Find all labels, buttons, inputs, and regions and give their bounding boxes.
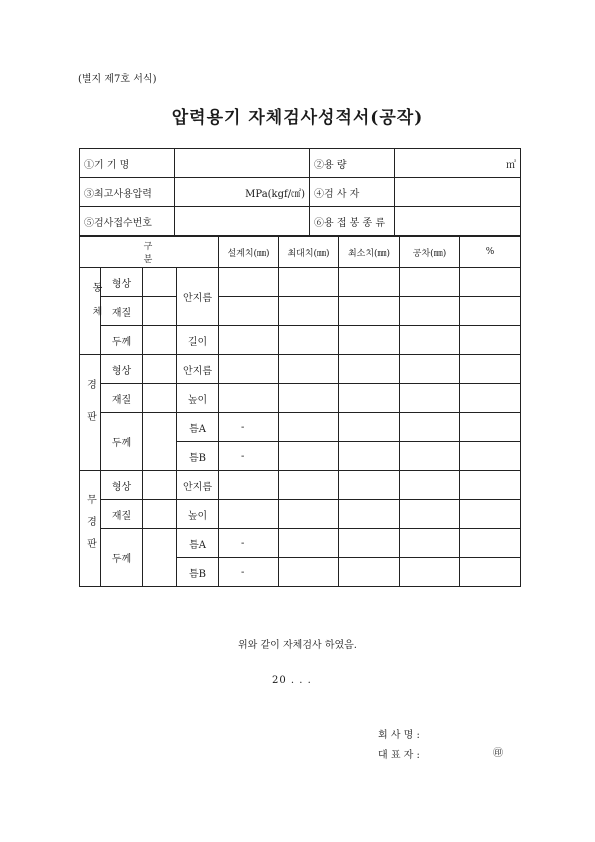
input-cell[interactable] bbox=[143, 384, 177, 413]
table-row bbox=[80, 355, 521, 384]
input-cell[interactable] bbox=[339, 558, 400, 587]
capacity-value[interactable] bbox=[395, 149, 521, 178]
input-cell[interactable] bbox=[339, 529, 400, 558]
row-label: 안지름 bbox=[177, 471, 219, 500]
input-cell[interactable] bbox=[460, 471, 521, 500]
input-cell[interactable] bbox=[460, 413, 521, 442]
min-value-header: 최소치(㎜) bbox=[339, 237, 400, 268]
table-row bbox=[80, 471, 521, 500]
statement-text: 위와 같이 자체검사 하였음. bbox=[238, 640, 357, 651]
input-cell[interactable] bbox=[400, 413, 460, 442]
head-section-label: 경판 bbox=[80, 355, 101, 471]
dash-cell[interactable]: - bbox=[219, 442, 279, 471]
inspection-table bbox=[79, 236, 521, 587]
input-cell[interactable] bbox=[143, 471, 177, 500]
design-value-header: 설계치(㎜) bbox=[219, 237, 279, 268]
input-cell[interactable] bbox=[339, 413, 400, 442]
input-cell[interactable] bbox=[400, 355, 460, 384]
input-cell[interactable] bbox=[279, 384, 339, 413]
row-label: 틈A bbox=[177, 413, 219, 442]
document-title: 압력용기 자체검사성적서(공작) bbox=[171, 108, 424, 128]
row-label: 형상 bbox=[101, 268, 143, 297]
input-cell[interactable] bbox=[143, 268, 177, 297]
table-row bbox=[80, 297, 521, 326]
percent-header: % bbox=[460, 237, 521, 268]
input-cell[interactable] bbox=[339, 442, 400, 471]
input-cell[interactable] bbox=[400, 297, 460, 326]
inspector-value[interactable] bbox=[395, 178, 521, 207]
row-label: 두께 bbox=[101, 529, 143, 587]
dash-cell[interactable]: - bbox=[219, 529, 279, 558]
input-cell[interactable] bbox=[219, 326, 279, 355]
input-cell[interactable] bbox=[460, 442, 521, 471]
row-label: 높이 bbox=[177, 500, 219, 529]
input-cell[interactable] bbox=[279, 500, 339, 529]
form-number: (별지 제7호 서식) bbox=[78, 74, 157, 85]
input-cell[interactable] bbox=[143, 326, 177, 355]
representative-label: 대 표 자 : bbox=[378, 750, 420, 761]
input-cell[interactable] bbox=[279, 413, 339, 442]
seal-mark: ㊞ bbox=[493, 748, 503, 759]
table-row bbox=[80, 413, 521, 442]
input-cell[interactable] bbox=[339, 471, 400, 500]
input-cell[interactable] bbox=[460, 558, 521, 587]
max-pressure-label: ③최고사용압력 bbox=[80, 178, 175, 207]
max-value-header: 최대치(㎜) bbox=[279, 237, 339, 268]
capacity-unit: ㎥ bbox=[506, 159, 516, 171]
row-label: 형상 bbox=[101, 355, 143, 384]
header-row bbox=[80, 237, 521, 268]
input-cell[interactable] bbox=[339, 355, 400, 384]
table-row bbox=[80, 500, 521, 529]
input-cell[interactable] bbox=[143, 297, 177, 326]
date-field[interactable]: 20 . . . bbox=[272, 675, 312, 686]
table-row bbox=[80, 326, 521, 355]
input-cell[interactable] bbox=[143, 529, 177, 587]
input-cell[interactable] bbox=[400, 326, 460, 355]
input-cell[interactable] bbox=[279, 297, 339, 326]
input-cell[interactable] bbox=[339, 384, 400, 413]
input-cell[interactable] bbox=[460, 297, 521, 326]
input-cell[interactable] bbox=[460, 355, 521, 384]
input-cell[interactable] bbox=[339, 500, 400, 529]
input-cell[interactable] bbox=[279, 529, 339, 558]
equipment-name-label: ①기 기 명 bbox=[80, 149, 175, 178]
table-row bbox=[80, 529, 521, 558]
input-cell[interactable] bbox=[460, 384, 521, 413]
input-cell[interactable] bbox=[279, 355, 339, 384]
dash-cell[interactable]: - bbox=[219, 413, 279, 442]
input-cell[interactable] bbox=[279, 442, 339, 471]
table-row bbox=[80, 384, 521, 413]
row-label: 두께 bbox=[101, 326, 143, 355]
input-cell[interactable] bbox=[143, 413, 177, 471]
input-cell[interactable] bbox=[143, 500, 177, 529]
row-label: 재질 bbox=[101, 384, 143, 413]
input-cell[interactable] bbox=[460, 268, 521, 297]
weld-rod-type-value[interactable] bbox=[395, 207, 521, 236]
company-name-label: 회 사 명 : bbox=[378, 730, 420, 741]
input-cell[interactable] bbox=[400, 442, 460, 471]
input-cell[interactable] bbox=[279, 326, 339, 355]
registration-number-label: ⑤검사접수번호 bbox=[80, 207, 175, 236]
input-cell[interactable] bbox=[400, 558, 460, 587]
input-cell[interactable] bbox=[460, 529, 521, 558]
row-label: 재질 bbox=[101, 297, 143, 326]
input-cell[interactable] bbox=[143, 355, 177, 384]
equipment-name-value[interactable] bbox=[175, 149, 310, 178]
input-cell[interactable] bbox=[400, 268, 460, 297]
row-label: 안지름 bbox=[177, 268, 219, 326]
inspector-label: ④검 사 자 bbox=[310, 178, 395, 207]
input-cell[interactable] bbox=[279, 471, 339, 500]
input-cell[interactable] bbox=[460, 500, 521, 529]
input-cell[interactable] bbox=[219, 268, 279, 297]
row-label: 높이 bbox=[177, 384, 219, 413]
category-header: 구분 bbox=[80, 237, 219, 268]
table-row bbox=[80, 268, 521, 297]
input-cell[interactable] bbox=[460, 326, 521, 355]
pressure-unit: MPa(kgf/㎠) bbox=[245, 188, 305, 200]
input-cell[interactable] bbox=[219, 500, 279, 529]
input-cell[interactable] bbox=[279, 268, 339, 297]
input-cell[interactable] bbox=[279, 558, 339, 587]
row-label: 안지름 bbox=[177, 355, 219, 384]
registration-number-value[interactable] bbox=[175, 207, 310, 236]
input-cell[interactable] bbox=[400, 471, 460, 500]
input-cell[interactable] bbox=[400, 500, 460, 529]
row-label: 틈B bbox=[177, 558, 219, 587]
input-cell[interactable] bbox=[219, 384, 279, 413]
dash-cell[interactable]: - bbox=[219, 558, 279, 587]
row-label: 틈B bbox=[177, 442, 219, 471]
input-cell[interactable] bbox=[339, 268, 400, 297]
capacity-label: ②용 량 bbox=[310, 149, 395, 178]
input-cell[interactable] bbox=[219, 297, 279, 326]
flat-head-section-label: 무경판 bbox=[80, 471, 101, 587]
row-label: 재질 bbox=[101, 500, 143, 529]
input-cell[interactable] bbox=[339, 326, 400, 355]
input-cell[interactable] bbox=[219, 355, 279, 384]
input-cell[interactable] bbox=[219, 471, 279, 500]
input-cell[interactable] bbox=[400, 529, 460, 558]
info-table bbox=[79, 148, 521, 236]
row-label: 틈A bbox=[177, 529, 219, 558]
max-pressure-value[interactable] bbox=[175, 178, 310, 207]
tolerance-header: 공차(㎜) bbox=[400, 237, 460, 268]
input-cell[interactable] bbox=[400, 384, 460, 413]
input-cell[interactable] bbox=[339, 297, 400, 326]
body-section-label: 동체 bbox=[80, 268, 101, 355]
row-label: 두께 bbox=[101, 413, 143, 471]
weld-rod-type-label: ⑥용 접 봉 종 류 bbox=[310, 207, 395, 236]
row-label: 형상 bbox=[101, 471, 143, 500]
row-label: 길이 bbox=[177, 326, 219, 355]
